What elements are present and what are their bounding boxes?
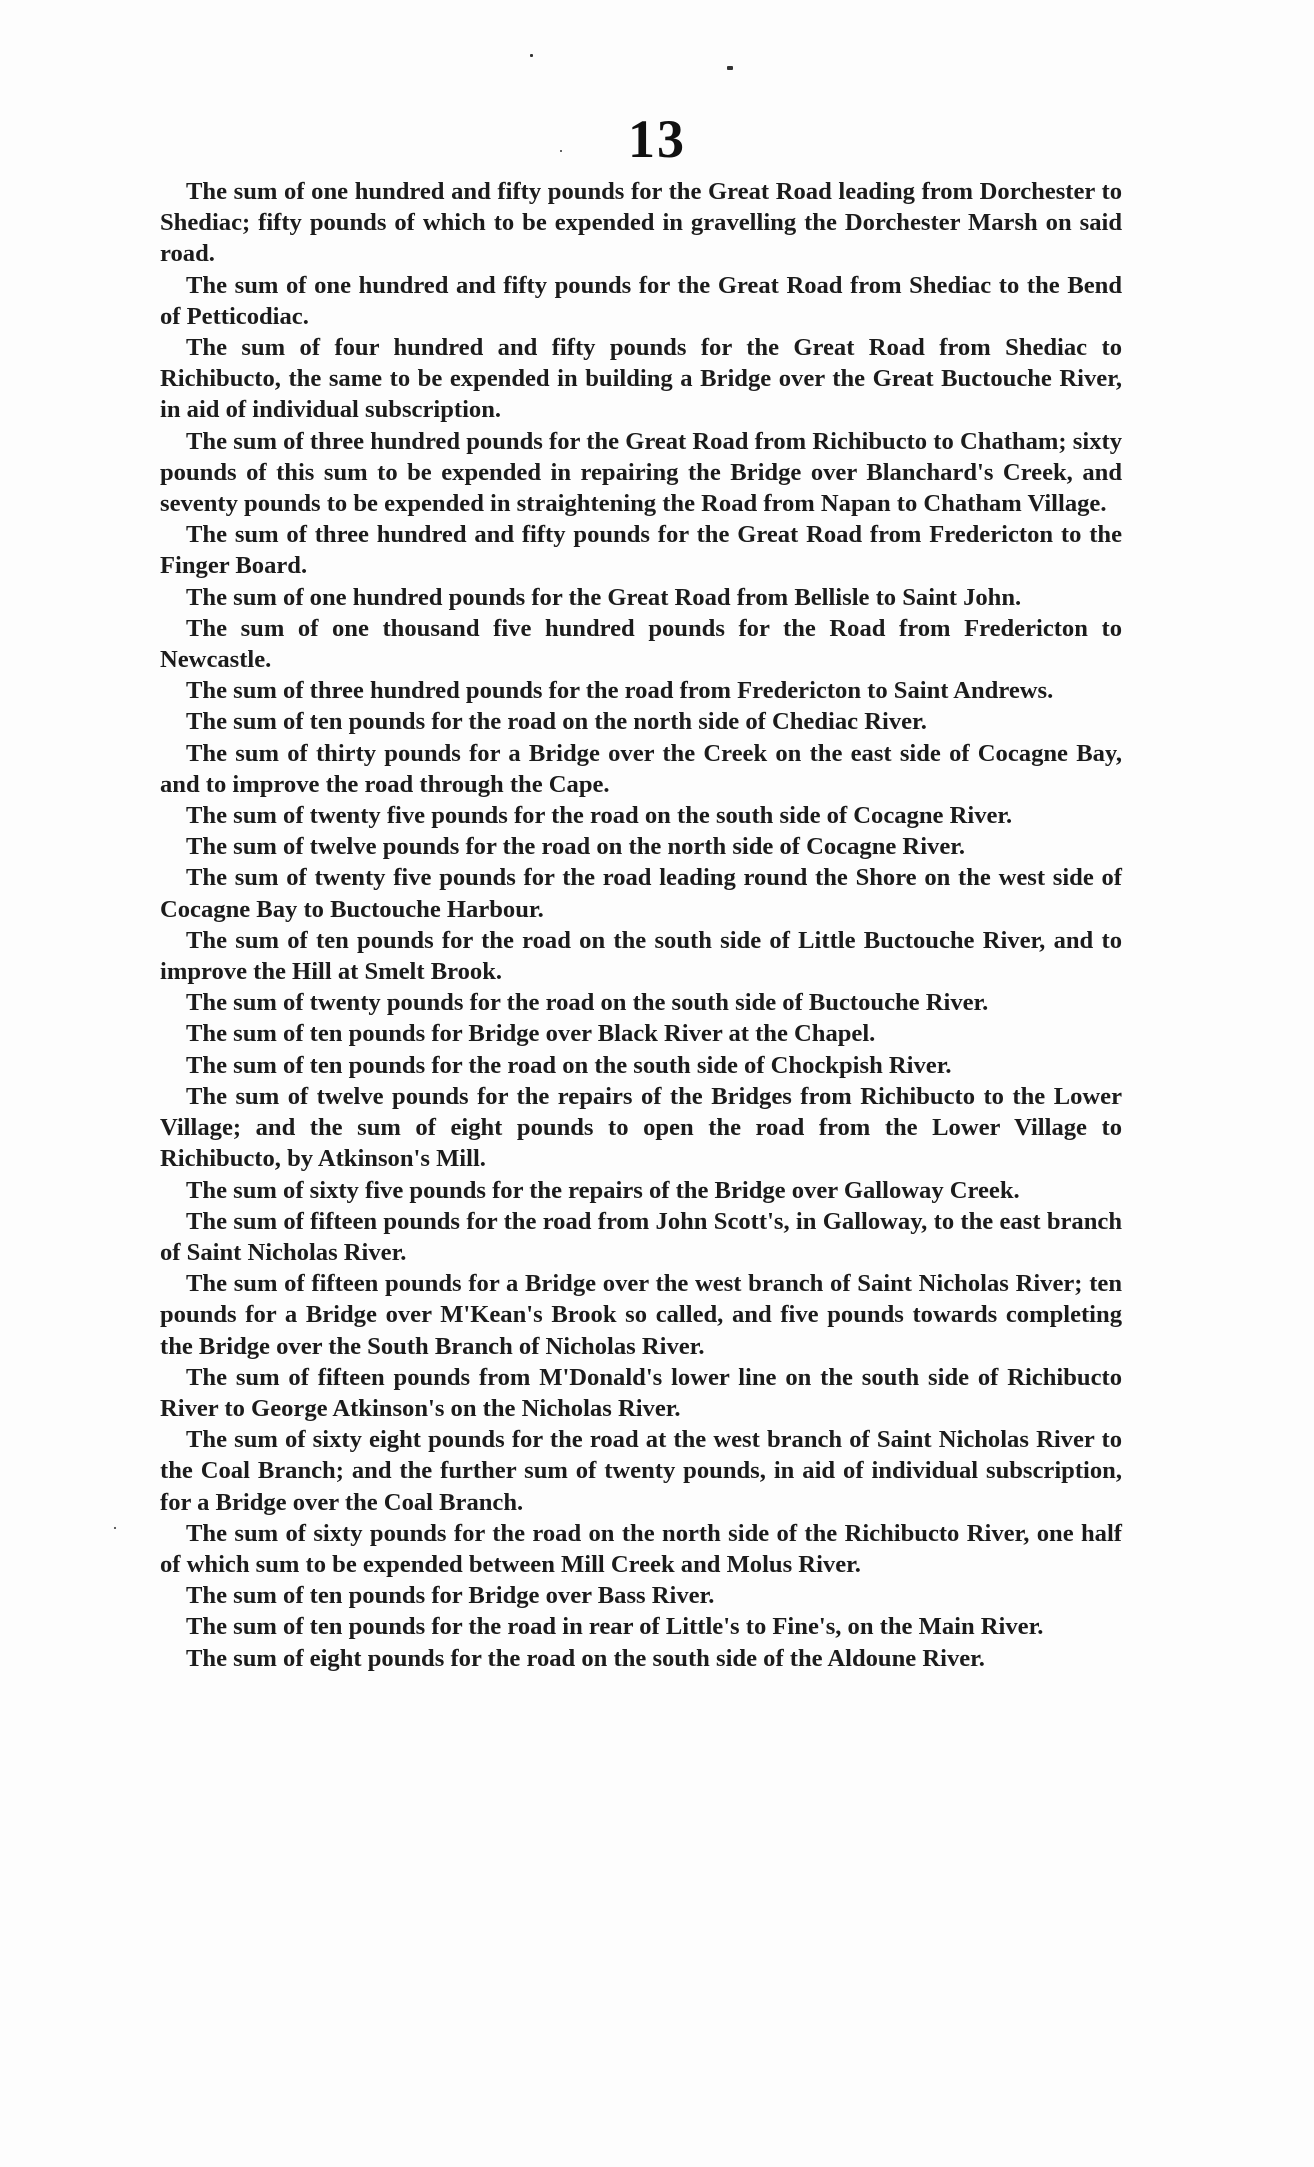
paragraph: The sum of ten pounds for the road in rear of Little's to Fine's, on the Main River. [186,1613,1044,1641]
document-body [160,176,1122,1674]
paragraph: The sum of three hundred pounds for the Great Road from Richibucto to Chatham; sixty pounds of this sum to be expended in repairing the Bridge over Blanchard's Creek, and seventy pounds to be expended in straightening the Road from Napan to Chatham Village. [160,427,1122,518]
paragraph: The sum of twenty five pounds for the road on the south side of Cocagne River. [186,802,1013,830]
paragraph: The sum of ten pounds for Bridge over Black River at the Chapel. [186,1020,876,1048]
paragraph: The sum of fifteen pounds for the road from John Scott's, in Galloway, to the east branch of Saint Nicholas River. [160,1207,1122,1266]
print-speck [727,66,733,70]
paragraph: The sum of four hundred and fifty pounds for the Great Road from Shediac to Richibucto, the same to be expended in building a Bridge over the Great Buctouche River, in aid of individual subscription. [160,334,1122,424]
paragraph: The sum of fifteen pounds for a Bridge over the west branch of Saint Nicholas River; ten pounds for a Bridge over M'Kean's Brook so called, and five pounds towards completing the Bridge over the South Branch of Nicholas River. [160,1270,1122,1360]
paragraph: The sum of ten pounds for the road on the south side of Little Buctouche River, and to improve the Hill at Smelt Brook. [160,926,1122,986]
paragraph: The sum of fifteen pounds from M'Donald's lower line on the south side of Richibucto River to George Atkinson's on the Nicholas River. [160,1363,1122,1422]
paragraph: The sum of one hundred and fifty pounds for the Great Road from Shediac to the Bend of Petticodiac. [160,271,1122,330]
paragraph: The sum of ten pounds for the road on the north side of Chediac River. [186,708,927,736]
paragraph: The sum of one thousand five hundred pounds for the Road from Fredericton to Newcastle. [160,614,1122,674]
paragraph: The sum of sixty pounds for the road on the north side of the Richibucto River, one half of which sum to be expended between Mill Creek and Molus River. [160,1519,1122,1578]
paragraph: The sum of twelve pounds for the repairs of the Bridges from Richibucto to the Lower Village; and the sum of eight pounds to open the road from the Lower Village to Richibucto, by Atkinson's Mill. [160,1082,1122,1173]
paragraph: The sum of twenty five pounds for the road leading round the Shore on the west side of Cocagne Bay to Buctouche Harbour. [160,864,1122,923]
paragraph: The sum of one hundred pounds for the Great Road from Bellisle to Saint John. [186,583,1022,611]
paragraph: The sum of three hundred pounds for the road from Fredericton to Saint Andrews. [186,677,1054,705]
paragraph: The sum of sixty eight pounds for the road at the west branch of Saint Nicholas River to the Coal Branch; and the further sum of twenty pounds, in aid of individual subscription, for a Bridge over the Coal Branch. [160,1426,1122,1516]
paragraph: The sum of three hundred and fifty pounds for the Great Road from Fredericton to the Finger Board. [160,521,1122,580]
margin-mark: · [112,1518,118,1538]
paragraph: The sum of twenty pounds for the road on the south side of Buctouche River. [186,989,989,1017]
paragraph: The sum of sixty five pounds for the repairs of the Bridge over Galloway Creek. [186,1176,1020,1204]
paragraph: The sum of thirty pounds for a Bridge over the Creek on the east side of Cocagne Bay, and to improve the road through the Cape. [160,739,1122,798]
paragraph: The sum of eight pounds for the road on the south side of the Aldoune River. [186,1644,985,1672]
paragraph: The sum of one hundred and fifty pounds for the Great Road leading from Dorchester to Shediac; fifty pounds of which to be expended in gravelling the Dorchester Marsh on said road. [160,178,1122,268]
page-number: 13 [628,109,686,169]
paragraph: The sum of ten pounds for Bridge over Bass River. [186,1582,715,1610]
paragraph: The sum of ten pounds for the road on the south side of Chockpish River. [186,1051,952,1079]
print-speck [530,54,533,57]
paragraph: The sum of twelve pounds for the road on the north side of Cocagne River. [186,833,966,861]
